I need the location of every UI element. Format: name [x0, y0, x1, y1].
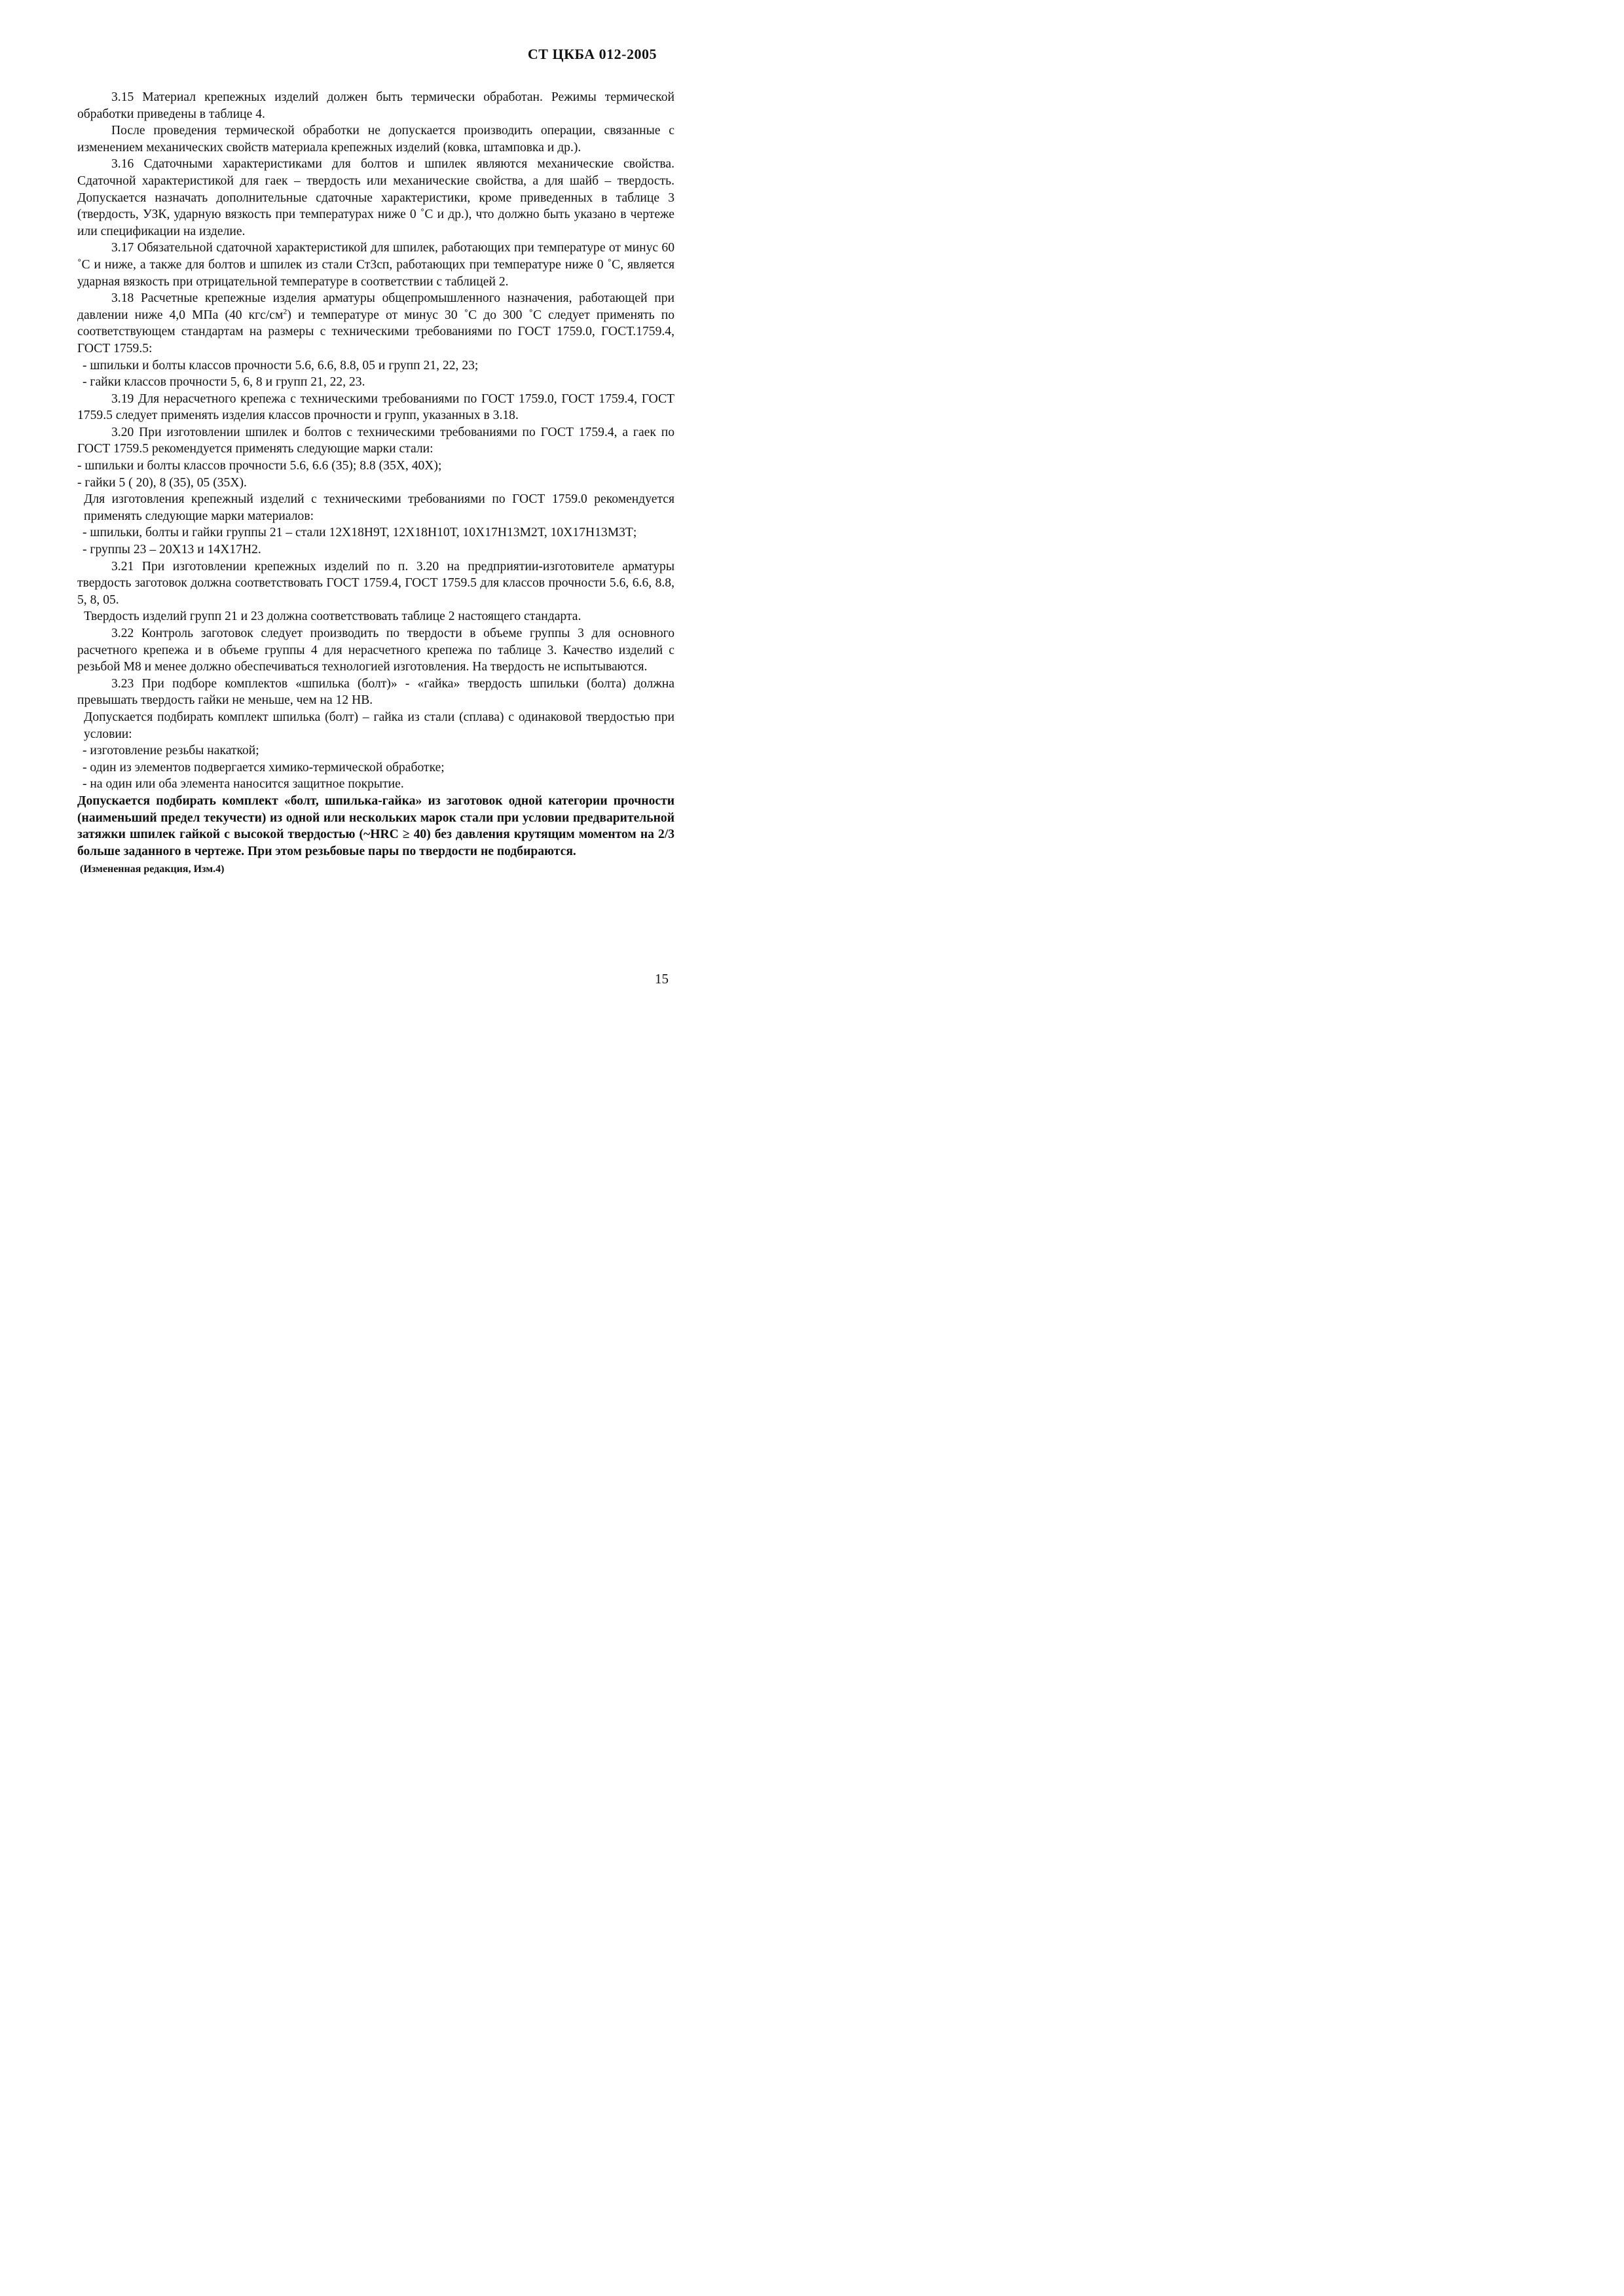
paragraph-3-23: 3.23 При подборе комплектов «шпилька (болт)» - «гайка» твердость шпильки (болта) должна превышать твердость гайки не меньше, чем на 12 НВ. — [77, 676, 674, 708]
paragraph-3-18-part1: 3.18 Расчетные крепежные изделия арматуры общепромышленного назначения, работающей при давлении ниже 4,0 МПа (40 кгс/см — [77, 291, 674, 322]
standard-code-header: СТ ЦКБА 012-2005 — [527, 46, 657, 62]
revision-note: (Измененная редакция, Изм.4) — [80, 864, 225, 875]
document-body — [77, 89, 674, 878]
list-item-studs-bolts: - шпильки и болты классов прочности 5.6, 6.6, 8.8, 05 и групп 21, 22, 23; — [83, 358, 479, 373]
superscript-2: 2 — [283, 306, 287, 316]
list-item-studs-bolts-steel: - шпильки и болты классов прочности 5.6, 6.6 (35); 8.8 (35Х, 40Х); — [77, 459, 442, 473]
list-item-rolling: - изготовление резьбы накаткой; — [83, 744, 259, 758]
paragraph-after-heat-treatment: После проведения термической обработки не допускается производить операции, связанные с изменением механических свойств материала крепежных изделий (ковка, штамповка и др.). — [77, 124, 674, 155]
paragraph-3-15: 3.15 Материал крепежных изделий должен быть термически обработан. Режимы термической обработки приведены в таблице 4. — [77, 90, 674, 121]
paragraph-materials-intro: Для изготовления крепежный изделий с техническими требованиями по ГОСТ 1759.0 рекомендуется применять следующие марки материалов: — [84, 492, 674, 523]
document-page — [0, 0, 721, 1021]
paragraph-same-hardness: Допускается подбирать комплект шпилька (болт) – гайка из стали (сплава) с одинаковой твердостью при условии: — [84, 710, 674, 741]
list-item-nuts-steel: - гайки 5 ( 20), 8 (35), 05 (35Х). — [77, 475, 247, 490]
paragraph-3-16: 3.16 Сдаточными характеристиками для болтов и шпилек являются механические свойства. Сдаточной характеристикой для гаек – твердость или механические свойства, а для шайб – твердость. Допускается назначать дополнительные сдаточные характеристики, кроме приведенных в таблице 3 (твердость, УЗК, ударную вязкость при температурах ниже 0 ˚С и др.), что должно быть указано в чертеже или спецификации на изделие. — [77, 157, 674, 238]
list-item-chemical-thermal: - один из элементов подвергается химико-термической обработке; — [83, 760, 445, 774]
paragraph-3-22: 3.22 Контроль заготовок следует производить по твердости в объеме группы 3 для основного расчетного крепежа и в объеме группы 4 для нерасчетного крепежа по таблице 3. Качество изделий с резьбой М8 и менее должно обеспечиваться технологией изготовления. На твердость не испытываются. — [77, 627, 674, 674]
paragraph-3-18 — [77, 290, 674, 357]
paragraph-3-18-part2: ) и температуре от минус 30 ˚С до 300 ˚С следует применять по соответствующем стандартам на размеры с техническими требованиями по ГОСТ 1759.0, ГОСТ.1759.4, ГОСТ 1759.5: — [77, 308, 675, 355]
paragraph-3-21: 3.21 При изготовлении крепежных изделий по п. 3.20 на предприятии-изготовителе арматуры твердость заготовок должна соответствовать ГОСТ 1759.4, ГОСТ 1759.5 для классов прочности 5.6, 6.6, 8.8, 5, 8, 05. — [77, 559, 674, 607]
paragraph-3-17: 3.17 Обязательной сдаточной характеристикой для шпилек, работающих при температуре от минус 60 ˚С и ниже, а также для болтов и шпилек из стали Ст3сп, работающих при температуре ниже 0 ˚С, является ударная вязкость при отрицательной температуре в соответствии с таблицей 2. — [77, 241, 674, 289]
list-item-nuts: - гайки классов прочности 5, 6, 8 и групп 21, 22, 23. — [83, 375, 365, 390]
list-item-group-23: - группы 23 – 20Х13 и 14Х17Н2. — [83, 543, 261, 557]
page-number: 15 — [655, 971, 669, 987]
paragraph-3-19: 3.19 Для нерасчетного крепежа с техническими требованиями по ГОСТ 1759.0, ГОСТ 1759.4, ГОСТ 1759.5 следует применять изделия классов прочности и групп, указанных в 3.18. — [77, 392, 674, 423]
paragraph-hardness-groups: Твердость изделий групп 21 и 23 должна соответствовать таблице 2 настоящего стандарта. — [84, 610, 581, 624]
paragraph-3-20: 3.20 При изготовлении шпилек и болтов с техническими требованиями по ГОСТ 1759.4, а гаек по ГОСТ 1759.5 рекомендуется применять следующие марки стали: — [77, 425, 674, 456]
paragraph-bold-allowance: Допускается подбирать комплект «болт, шпилька-гайка» из заготовок одной категории прочности (наименьший предел текучести) из одной или нескольких марок стали при условии предварительной затяжки шпилек гайкой с высокой твердостью (~HRC ≥ 40) без давления крутящим моментом на 2/3 больше заданного в чертеже. При этом резьбовые пары по твердости не подбираются. — [77, 793, 674, 858]
list-item-coating: - на один или оба элемента наносится защитное покрытие. — [83, 777, 404, 792]
list-item-group-21: - шпильки, болты и гайки группы 21 – стали 12Х18Н9Т, 12Х18Н10Т, 10Х17Н13М2Т, 10Х17Н13М3Т; — [83, 526, 637, 540]
